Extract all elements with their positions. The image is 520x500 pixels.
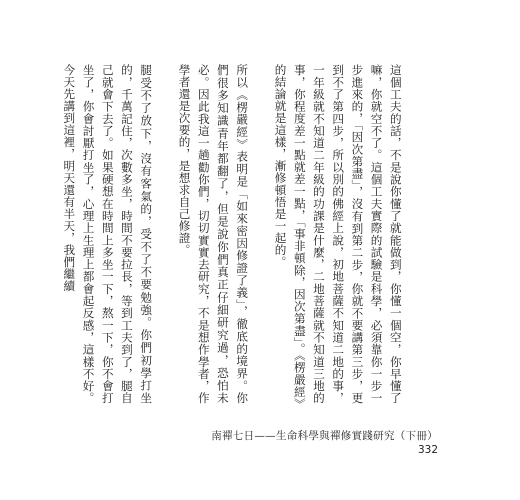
paragraph-2: 所以《楞嚴經》表明是「如來密因修證了義」，徹底的境界。你們很多知識青年都翻了，但是說你們真正仔細研究過，恐怕未必。因此我這一趟勸你們，切切實實去研究，不是想作學者，作學者還是次要的，是想求自己修證。: [177, 64, 250, 404]
paragraph-3: 腿受不了放下，沒有客氣的，受不了不要勉強。你們初學打坐的，千萬記住，次數多坐，時間不要拉長，等到工夫到了，腿自己就會下去了。如果硬想在時間上多坐一下，熬一下，你不會打坐了，你會討厭打坐了，心理上生理上都會起反感，這樣不好。今天先講到這裡，明天還有半天，我們繼續: [62, 64, 154, 404]
paragraph-1: 這個工夫的話，不是說你懂了就能做到，你懂一個空，你早懂了嘛，你就空不了。這個工夫實際的試驗是科學，必須靠你一步一步進來的，「因次第盡」，沒有到第二步，你就不要講第三步，更到不了第四步，所以別的佛經上說，初地菩薩不知道二地的事，一年級就不知道二年級的功課是什麼，二地菩薩就不知道三地的事，你程度差一點就差一點，「事非頓除，因次第盡」。《楞嚴經》的結論就是這樣，漸修頓悟是一起的。: [273, 64, 403, 404]
page-number: 332: [417, 444, 438, 456]
running-title: 南禪七日——生命科學與禪修實踐研究（下冊）: [211, 430, 438, 442]
vertical-text-body: [40, 64, 424, 404]
